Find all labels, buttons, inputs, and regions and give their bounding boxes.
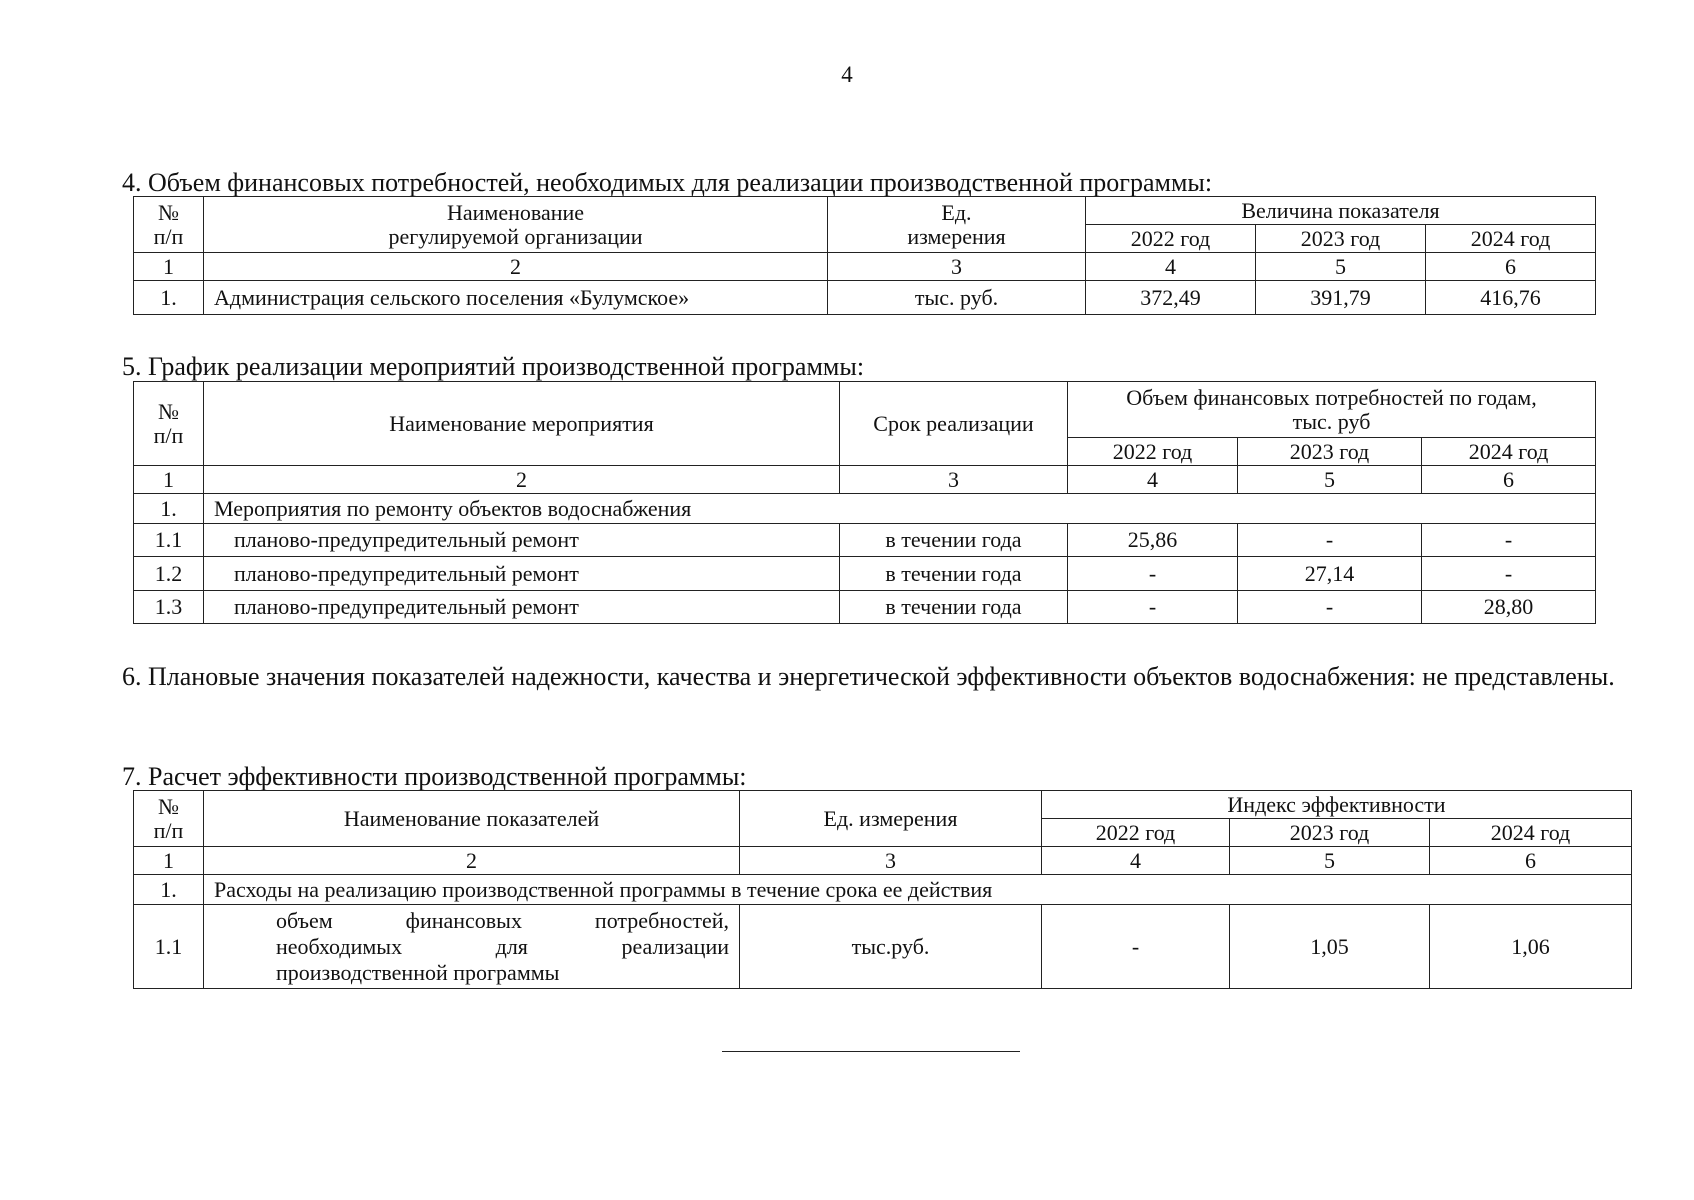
group-row (134, 875, 1632, 905)
section-6-text: 6. Плановые значения показателей надежности, качества и энергетической эффективности объектов водоснабжения: не представлены. (122, 662, 1615, 691)
header-year-2022: 2022 год (1086, 225, 1256, 253)
group-name: Мероприятия по ремонту объектов водоснабжения (204, 494, 1596, 524)
header-year-2023: 2023 год (1230, 819, 1430, 847)
group-row (134, 494, 1596, 524)
header-term: Срок реализации (840, 382, 1068, 466)
header-unit: Ед. измерения (740, 791, 1042, 847)
page-number: 4 (841, 62, 853, 87)
table-row: 1.3 планово-предупредительный ремонт в течении года - - 28,80 (134, 591, 1596, 624)
header-year-2023: 2023 год (1256, 225, 1426, 253)
header-year-2022: 2022 год (1068, 438, 1238, 466)
header-num: № п/п (134, 791, 204, 847)
header-indicator-name: Наименование показателей (204, 791, 740, 847)
table-row (134, 281, 1596, 315)
efficiency-table (133, 790, 1632, 989)
row-value-2024: 416,76 (1426, 281, 1596, 315)
header-year-2024: 2024 год (1430, 819, 1632, 847)
column-index-row: 1 2 3 4 5 6 (134, 253, 1596, 281)
header-num: № п/п (134, 197, 204, 253)
column-index-row: 1 2 3 4 5 6 (134, 466, 1596, 494)
row-indicator-name: объем финансовых потребностей, необходимых для реализации производственной программы (204, 905, 740, 989)
header-org-name: Наименование регулируемой организации (204, 197, 828, 253)
header-index-group: Индекс эффективности (1042, 791, 1632, 819)
header-unit: Ед. измерения (828, 197, 1086, 253)
header-year-2023: 2023 год (1238, 438, 1422, 466)
group-num: 1. (134, 875, 204, 905)
footer-rule (722, 1051, 1020, 1052)
column-index-row: 1 2 3 4 5 6 (134, 847, 1632, 875)
schedule-table (133, 381, 1596, 624)
finance-needs-table (133, 196, 1596, 315)
row-value-2022: 372,49 (1086, 281, 1256, 315)
header-value-group: Величина показателя (1086, 197, 1596, 225)
header-year-2024: 2024 год (1426, 225, 1596, 253)
section-4-title: 4. Объем финансовых потребностей, необходимых для реализации производственной программы: (122, 168, 1213, 197)
row-num: 1. (134, 281, 204, 315)
header-year-2024: 2024 год (1422, 438, 1596, 466)
section-7-title: 7. Расчет эффективности производственной программы: (122, 762, 747, 791)
row-org-name: Администрация сельского поселения «Булумское» (204, 281, 828, 315)
row-value-2023: 391,79 (1256, 281, 1426, 315)
header-finance-group: Объем финансовых потребностей по годам, тыс. руб (1068, 382, 1596, 438)
header-activity-name: Наименование мероприятия (204, 382, 840, 466)
table-row: 1.1 планово-предупредительный ремонт в течении года 25,86 - - (134, 524, 1596, 557)
table-row: 1.1 объем финансовых потребностей, необходимых для реализации производственной программы тыс.руб. - 1,05 1,06 (134, 905, 1632, 989)
group-num: 1. (134, 494, 204, 524)
table-row: 1.2 планово-предупредительный ремонт в течении года - 27,14 - (134, 557, 1596, 591)
group-name: Расходы на реализацию производственной программы в течение срока ее действия (204, 875, 1632, 905)
section-5-title: 5. График реализации мероприятий производственной программы: (122, 352, 865, 381)
header-num: № п/п (134, 382, 204, 466)
header-year-2022: 2022 год (1042, 819, 1230, 847)
row-unit: тыс. руб. (828, 281, 1086, 315)
